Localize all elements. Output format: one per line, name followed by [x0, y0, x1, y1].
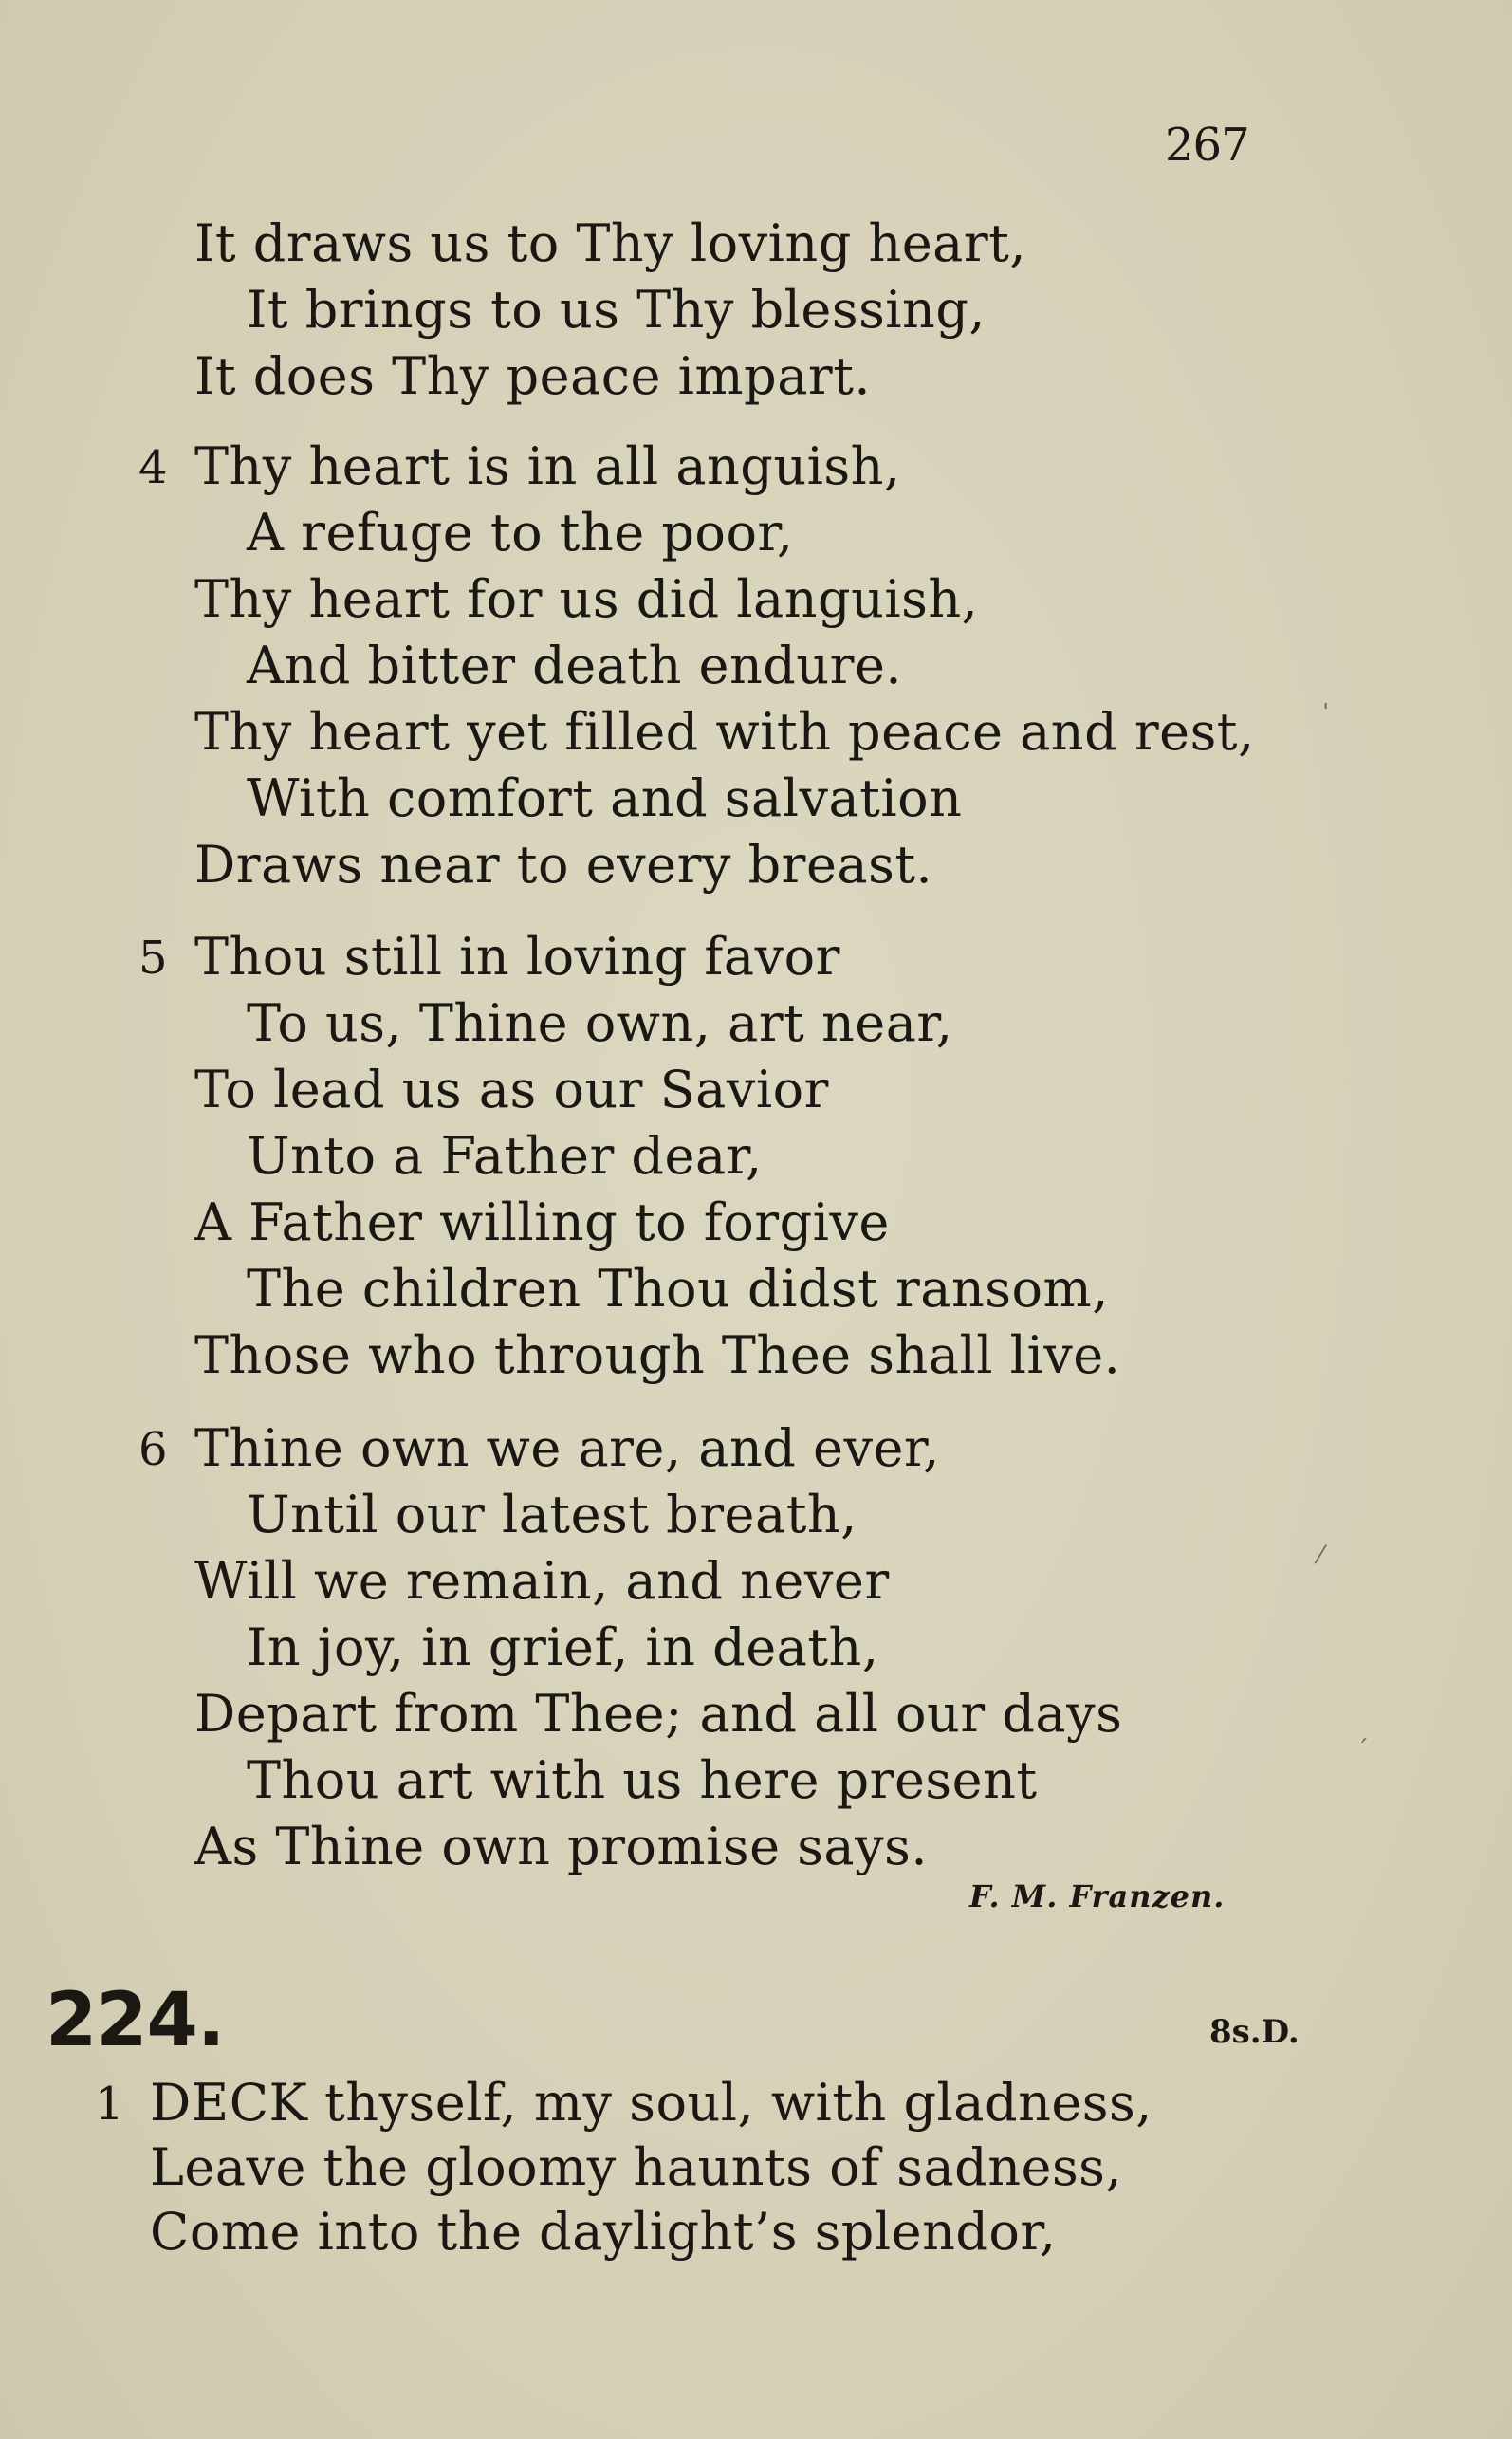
verse-line: A refuge to the poor, — [247, 503, 794, 563]
hymn-meter: 8s.D. — [1209, 2013, 1300, 2051]
paper-mark: ⁄ — [1318, 1542, 1323, 1570]
verse-line: Thou art with us here present — [247, 1750, 1038, 1810]
paper-mark: ˈ — [1322, 700, 1330, 729]
verse-line: The children Thou didst ransom, — [247, 1259, 1109, 1319]
verse-line: It does Thy peace impart. — [194, 346, 872, 406]
verse-number: 1 — [95, 2078, 124, 2131]
verse-line: Thine own we are, and ever, — [194, 1418, 940, 1478]
verse-line: As Thine own promise says. — [194, 1817, 929, 1876]
verse-line: With comfort and salvation — [247, 768, 963, 828]
verse-line: Depart from Thee; and all our days — [194, 1684, 1123, 1744]
verse-line: Thou still in loving favor — [194, 927, 840, 987]
verse-line: Come into the daylight’s splendor, — [150, 2202, 1057, 2262]
verse-line: It brings to us Thy blessing, — [247, 280, 986, 340]
verse-line: Thy heart yet filled with peace and rest, — [194, 702, 1255, 762]
verse-line: A Father willing to forgive — [194, 1192, 890, 1252]
verse-line: Thy heart for us did languish, — [194, 569, 979, 629]
verse-line: It draws us to Thy loving heart, — [194, 213, 1027, 273]
verse-line: Unto a Father dear, — [247, 1126, 763, 1186]
verse-line: DECK thyself, my soul, with gladness, — [150, 2073, 1152, 2133]
verse-line: Until our latest breath, — [247, 1485, 857, 1544]
verse-line: To lead us as our Savior — [194, 1060, 829, 1119]
verse-line: Will we remain, and never — [194, 1551, 890, 1611]
hymn-number: 224. — [46, 1978, 225, 2063]
verse-number: 6 — [138, 1423, 168, 1476]
verse-number: 5 — [138, 932, 168, 985]
page-number: 267 — [1165, 119, 1249, 172]
verse-line: In joy, in grief, in death, — [247, 1617, 879, 1677]
verse-number: 4 — [138, 441, 168, 494]
verse-line: Those who through Thee shall live. — [194, 1325, 1121, 1385]
verse-line: And bitter death endure. — [247, 636, 903, 695]
author-attribution: F. M. Franzen. — [969, 1878, 1226, 1914]
verse-line: Thy heart is in all anguish, — [194, 436, 901, 496]
verse-line: To us, Thine own, art near, — [247, 993, 953, 1053]
paper-mark: ˊ — [1356, 1736, 1369, 1765]
verse-line: Leave the gloomy haunts of sadness, — [150, 2137, 1123, 2197]
verse-line: Draws near to every breast. — [194, 835, 933, 895]
